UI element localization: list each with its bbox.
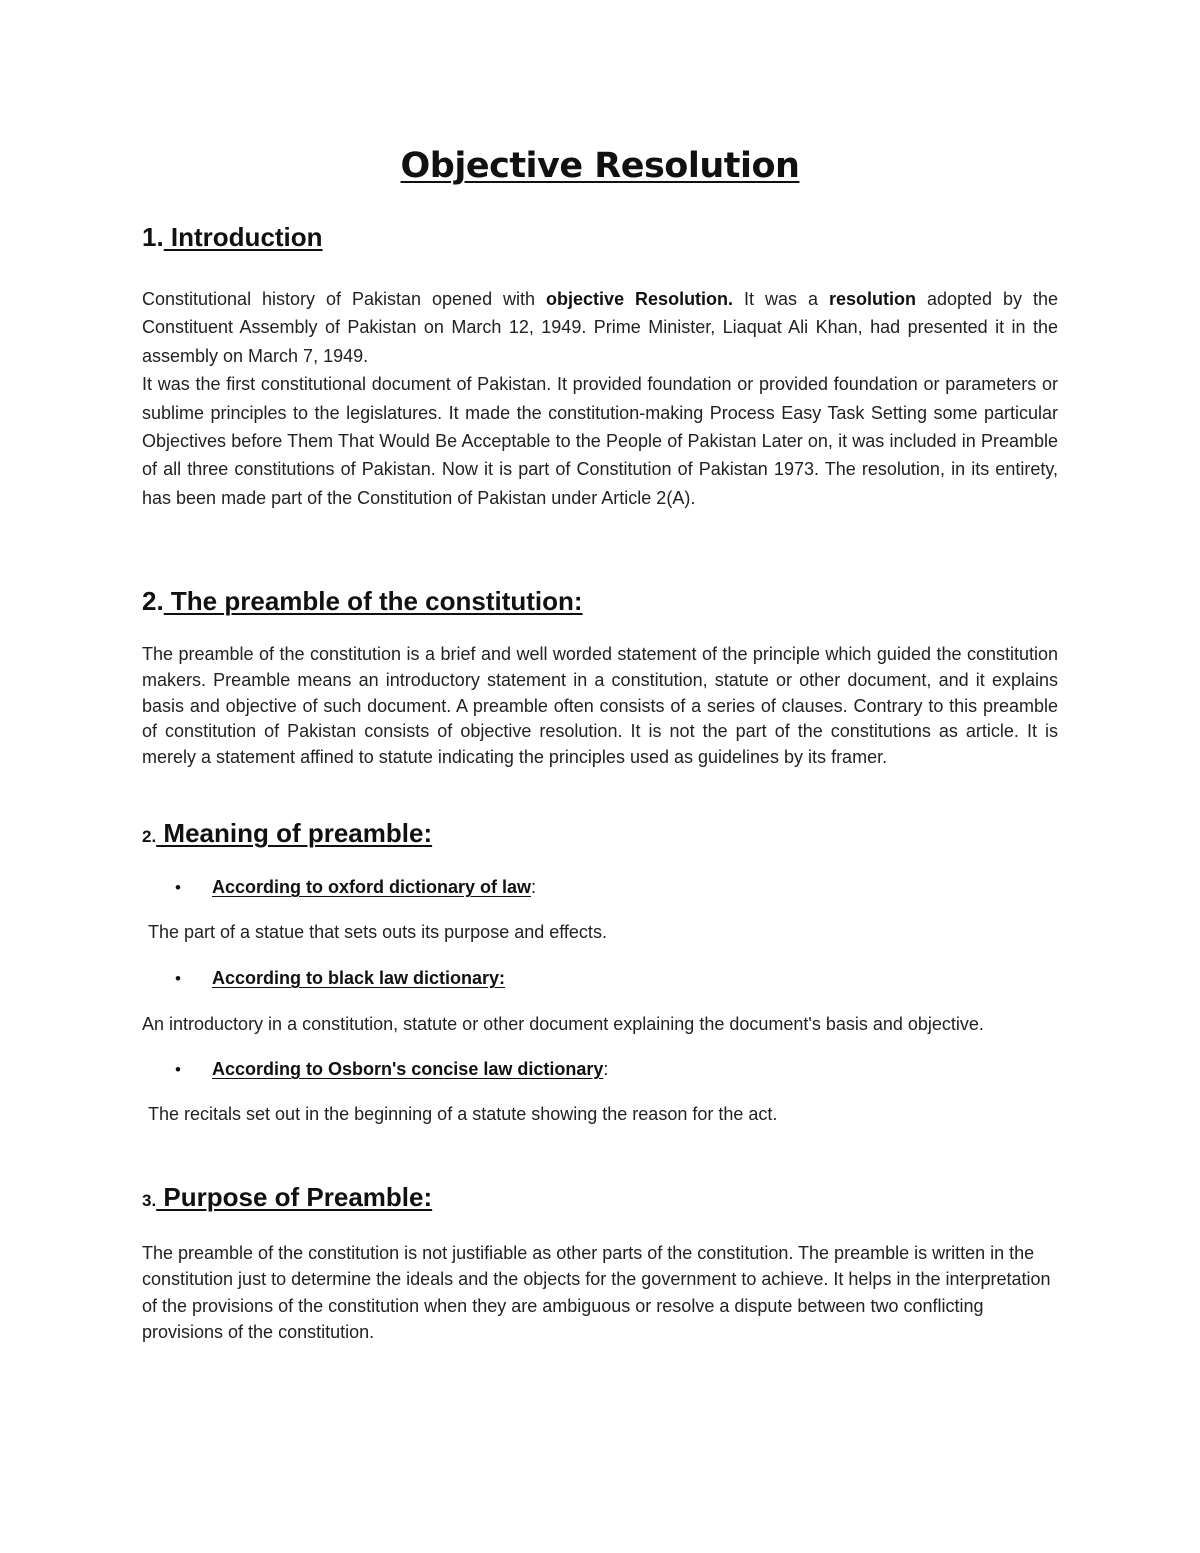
introduction-text — [142, 285, 1058, 512]
section-heading-text: The preamble of the constitution: — [163, 586, 583, 616]
definition-source-label: According to oxford dictionary of law — [212, 877, 532, 897]
bullet-icon: • — [175, 1060, 181, 1079]
intro-text-part: Constitutional history of Pakistan opened with — [142, 289, 547, 309]
intro-bold-term: resolution — [828, 289, 916, 309]
section-number: 2. — [142, 586, 164, 616]
purpose-paragraph: The preamble of the constitution is not justifiable as other parts of the constitution. The preamble is written in the constitution just to determine the ideals and the objects for the government to achieve. It helps in the interpretation of the provisions of the constitution when they are ambiguous or resolve a dispute between two conflicting provisions of the constitution. — [142, 1243, 1051, 1342]
section-heading-text: Meaning of preamble: — [156, 818, 433, 848]
definition-text: An introductory in a constitution, statute or other document explaining the document's basis and objective. — [142, 1014, 984, 1034]
section-heading-purpose — [142, 1182, 432, 1213]
bullet-icon: • — [175, 969, 181, 988]
definition-source-item — [175, 1059, 608, 1080]
intro-text-part: adopted by the Constituent Assembly of Pakistan on March 12, 1949. Prime Minister, Liaquat Ali Khan, had presented it in the assembly on March 7, 1949. — [142, 289, 1058, 366]
section-number: 2. — [142, 827, 157, 846]
definition-text: The part of a statue that sets outs its purpose and effects. — [148, 922, 607, 942]
section-heading-meaning — [142, 818, 432, 849]
definition-source-label: According to black law dictionary: — [212, 968, 506, 988]
definition-source-item — [175, 877, 536, 898]
section-heading-text: Purpose of Preamble: — [156, 1182, 433, 1212]
document-title: Objective Resolution — [400, 146, 800, 186]
intro-text-part: It was a — [733, 289, 829, 309]
section-heading-introduction — [142, 222, 323, 253]
bullet-icon: • — [175, 878, 181, 897]
preamble-paragraph: The preamble of the constitution is a brief and well worded statement of the principle which guided the constitution makers. Preamble means an introductory statement in a constitution, statute or other document, and it explains basis and objective of such document. A preamble often consists of a series of clauses. Contrary to this preamble of constitution of Pakistan consists of objective resolution. It is not the part of the constitutions as article. It is merely a statement affined to statute indicating the principles used as guidelines by its framer. — [142, 644, 1058, 768]
section-number: 3. — [142, 1191, 157, 1210]
intro-paragraph-2: It was the first constitutional document of Pakistan. It provided foundation or provided foundation or parameters or sublime principles to the legislatures. It made the constitution-making Process Easy Task Setting some particular Objectives before Them That Would Be Acceptable to the People of Pakistan Later on, it was included in Preamble of all three constitutions of Pakistan. Now it is part of Constitution of Pakistan 1973. The resolution, in its entirety, has been made part of the Constitution of Pakistan under Article 2(A). — [142, 374, 1058, 508]
section-number: 1. — [142, 222, 164, 252]
label-suffix: : — [531, 877, 537, 897]
definition-source-label: According to Osborn's concise law dictionary — [212, 1059, 604, 1079]
definition-text: The recitals set out in the beginning of a statute showing the reason for the act. — [148, 1104, 778, 1124]
intro-bold-term: objective Resolution. — [546, 289, 734, 309]
section-heading-preamble — [142, 586, 583, 617]
label-suffix: : — [603, 1059, 609, 1079]
definition-source-item — [175, 968, 505, 989]
section-heading-text: Introduction — [163, 222, 323, 252]
